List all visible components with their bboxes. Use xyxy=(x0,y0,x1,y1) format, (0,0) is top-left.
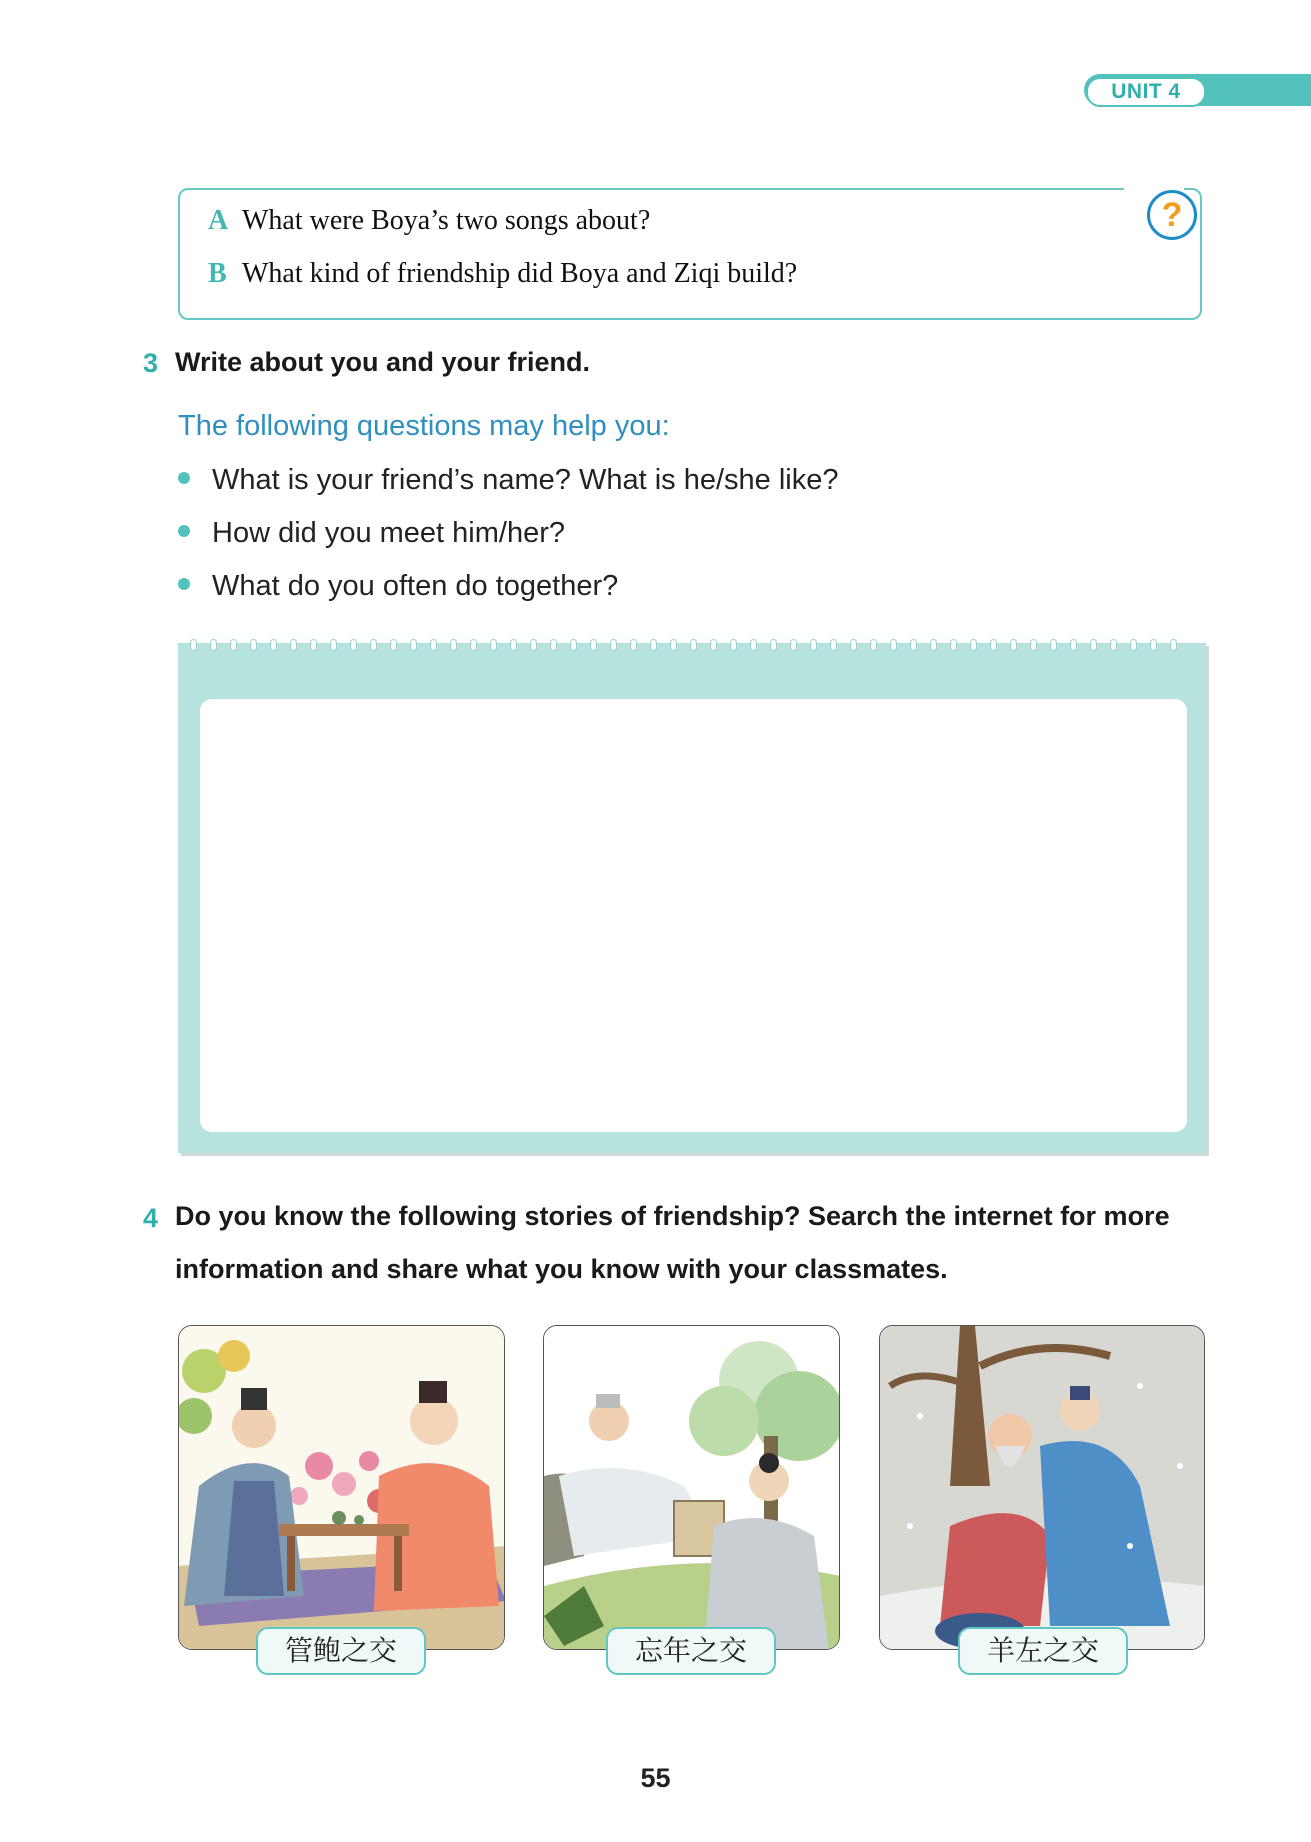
binder-ring-icon xyxy=(650,639,657,651)
binder-ring-icon xyxy=(1030,639,1037,651)
binder-ring-icon xyxy=(830,639,837,651)
binder-ring-icon xyxy=(430,639,437,651)
binder-ring-icon xyxy=(670,639,677,651)
binder-ring-icon xyxy=(970,639,977,651)
question-text: What were Boya’s two songs about? xyxy=(242,205,651,236)
binder-ring-icon xyxy=(470,639,477,651)
binder-ring-icon xyxy=(1150,639,1157,651)
scholars-tea-illustration xyxy=(179,1326,505,1650)
section-4-title xyxy=(175,1190,1215,1296)
binder-ring-icon xyxy=(1010,639,1017,651)
binder-ring-icon xyxy=(750,639,757,651)
story-caption-3: 羊左之交 xyxy=(958,1627,1128,1675)
binder-ring-icon xyxy=(410,639,417,651)
writing-area[interactable] xyxy=(200,699,1187,1132)
question-a xyxy=(208,205,650,237)
binder-ring-icon xyxy=(450,639,457,651)
binder-ring-icon xyxy=(1070,639,1077,651)
binder-ring-icon xyxy=(550,639,557,651)
binder-ring-icon xyxy=(210,639,217,651)
binder-ring-icon xyxy=(590,639,597,651)
binder-ring-icon xyxy=(850,639,857,651)
binder-ring-icon xyxy=(230,639,237,651)
hint-text: The following questions may help you: xyxy=(178,410,670,442)
section-4-title-line1: Do you know the following stories of friendship? Search the internet for more xyxy=(175,1201,1170,1231)
story-image-1 xyxy=(178,1325,505,1650)
notepad xyxy=(178,643,1206,1153)
binder-ring-icon xyxy=(950,639,957,651)
binder-ring-icon xyxy=(890,639,897,651)
page-number: 55 xyxy=(640,1763,671,1793)
binder-ring-icon xyxy=(710,639,717,651)
binder-ring-icon xyxy=(1130,639,1137,651)
binder-ring-icon xyxy=(310,639,317,651)
binder-ring-icon xyxy=(1090,639,1097,651)
binder-ring-icon xyxy=(350,639,357,651)
binder-ring-icon xyxy=(390,639,397,651)
binder-ring-icon xyxy=(330,639,337,651)
snow-embrace-illustration xyxy=(880,1326,1205,1650)
binder-ring-icon xyxy=(1050,639,1057,651)
binder-ring-icon xyxy=(1170,639,1177,651)
binder-ring-icon xyxy=(790,639,797,651)
binder-ring-icon xyxy=(270,639,277,651)
binder-ring-icon xyxy=(190,639,197,651)
binder-ring-icon xyxy=(490,639,497,651)
binder-ring-icon xyxy=(870,639,877,651)
section-4-number: 4 xyxy=(143,1203,159,1233)
binder-ring-icon xyxy=(690,639,697,651)
bullet-item: What is your friend’s name? What is he/she like? xyxy=(178,464,838,497)
story-image-3 xyxy=(879,1325,1205,1650)
story-image-2 xyxy=(543,1325,840,1650)
binder-ring-icon xyxy=(290,639,297,651)
section-3-number: 3 xyxy=(143,348,159,378)
question-mark-icon: ? xyxy=(1147,190,1197,240)
question-letter: B xyxy=(208,258,227,289)
question-text: What kind of friendship did Boya and Ziqi build? xyxy=(242,258,798,289)
unit-label: UNIT 4 xyxy=(1086,77,1206,107)
binder-ring-icon xyxy=(810,639,817,651)
binder-ring-icon xyxy=(570,639,577,651)
question-b xyxy=(208,258,797,290)
bullet-dot-icon xyxy=(178,472,190,484)
binder-ring-icon xyxy=(510,639,517,651)
section-4-title-line2: information and share what you know with your classmates. xyxy=(175,1254,948,1284)
binder-ring-icon xyxy=(370,639,377,651)
story-caption-2: 忘年之交 xyxy=(606,1627,776,1675)
question-letter: A xyxy=(208,205,229,236)
bullet-dot-icon xyxy=(178,525,190,537)
binder-ring-icon xyxy=(990,639,997,651)
binder-ring-icon xyxy=(530,639,537,651)
binder-ring-icon xyxy=(930,639,937,651)
binder-ring-icon xyxy=(910,639,917,651)
binder-ring-icon xyxy=(770,639,777,651)
bullet-item: How did you meet him/her? xyxy=(178,517,565,550)
binder-ring-icon xyxy=(1110,639,1117,651)
bullet-dot-icon xyxy=(178,578,190,590)
binder-ring-icon xyxy=(610,639,617,651)
section-3-title: Write about you and your friend. xyxy=(175,347,591,377)
elder-youth-illustration xyxy=(544,1326,840,1650)
binder-ring-icon xyxy=(630,639,637,651)
binder-ring-icon xyxy=(730,639,737,651)
story-caption-1: 管鲍之交 xyxy=(256,1627,426,1675)
bullet-item: What do you often do together? xyxy=(178,570,618,603)
binder-ring-icon xyxy=(250,639,257,651)
